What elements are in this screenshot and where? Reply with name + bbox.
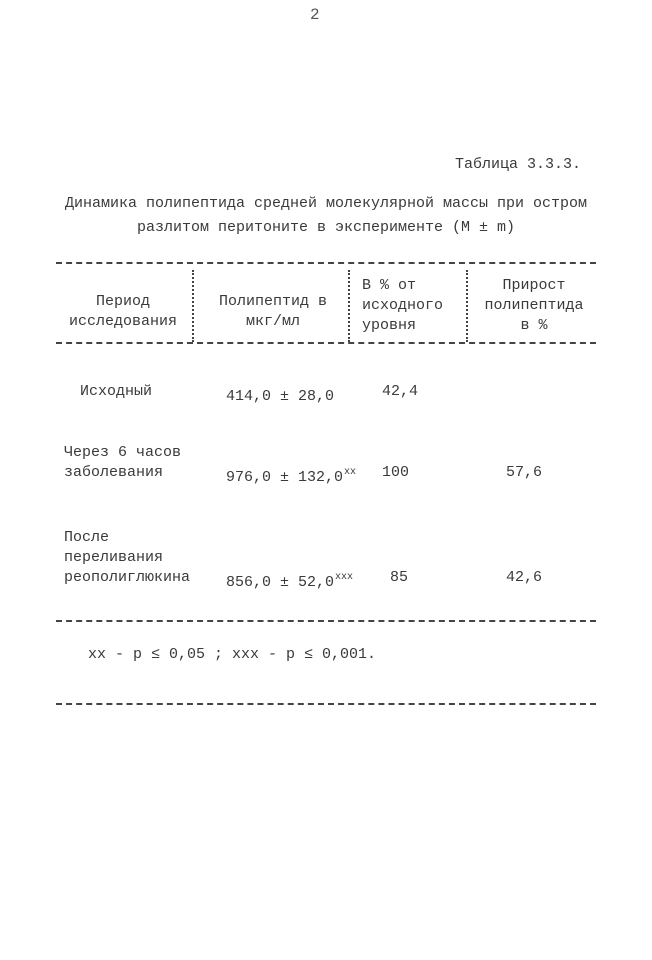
row-percent: 100 <box>382 464 410 481</box>
column-divider-2 <box>348 270 350 342</box>
value-text: 856,0 ± 52,0 <box>226 574 335 591</box>
page-number: 2 <box>310 6 320 24</box>
row-value <box>226 568 353 593</box>
value-text: 414,0 ± 28,0 <box>226 388 335 405</box>
row-percent: 42,4 <box>382 383 419 400</box>
row-period: Исходный <box>80 383 153 400</box>
row-period: После переливания реополиглюкина <box>64 529 191 586</box>
significance-marker: xx <box>344 467 357 478</box>
table-top-rule <box>56 262 596 264</box>
column-divider-3 <box>466 270 468 342</box>
footnote-bottom-rule <box>56 703 596 705</box>
row-value <box>226 463 356 488</box>
table-label: Таблица 3.3.3. <box>455 156 582 173</box>
footnote: xx - p ≤ 0,05 ; xxx - p ≤ 0,001. <box>88 646 377 663</box>
table-caption: Динамика полипептида средней молекулярной массы при остром разлитом перитоните в эксперименте (М ± m) <box>64 195 588 236</box>
header-bottom-rule <box>56 342 596 344</box>
row-value <box>226 382 335 407</box>
row-growth: 57,6 <box>506 464 543 481</box>
row-period: Через 6 часов заболевания <box>64 444 182 481</box>
column-divider-1 <box>192 270 194 342</box>
header-growth: Прирост полипептида в % <box>484 277 584 334</box>
row-growth: 42,6 <box>506 569 543 586</box>
significance-marker: xxx <box>335 572 354 583</box>
row-percent: 85 <box>390 569 409 586</box>
header-period: Период исследования <box>68 293 178 330</box>
value-text: 976,0 ± 132,0 <box>226 469 344 486</box>
header-polypeptide: Полипептид в мкг/мл <box>218 293 328 330</box>
header-percent: В % от исходного уровня <box>362 277 444 334</box>
table-bottom-rule <box>56 620 596 622</box>
